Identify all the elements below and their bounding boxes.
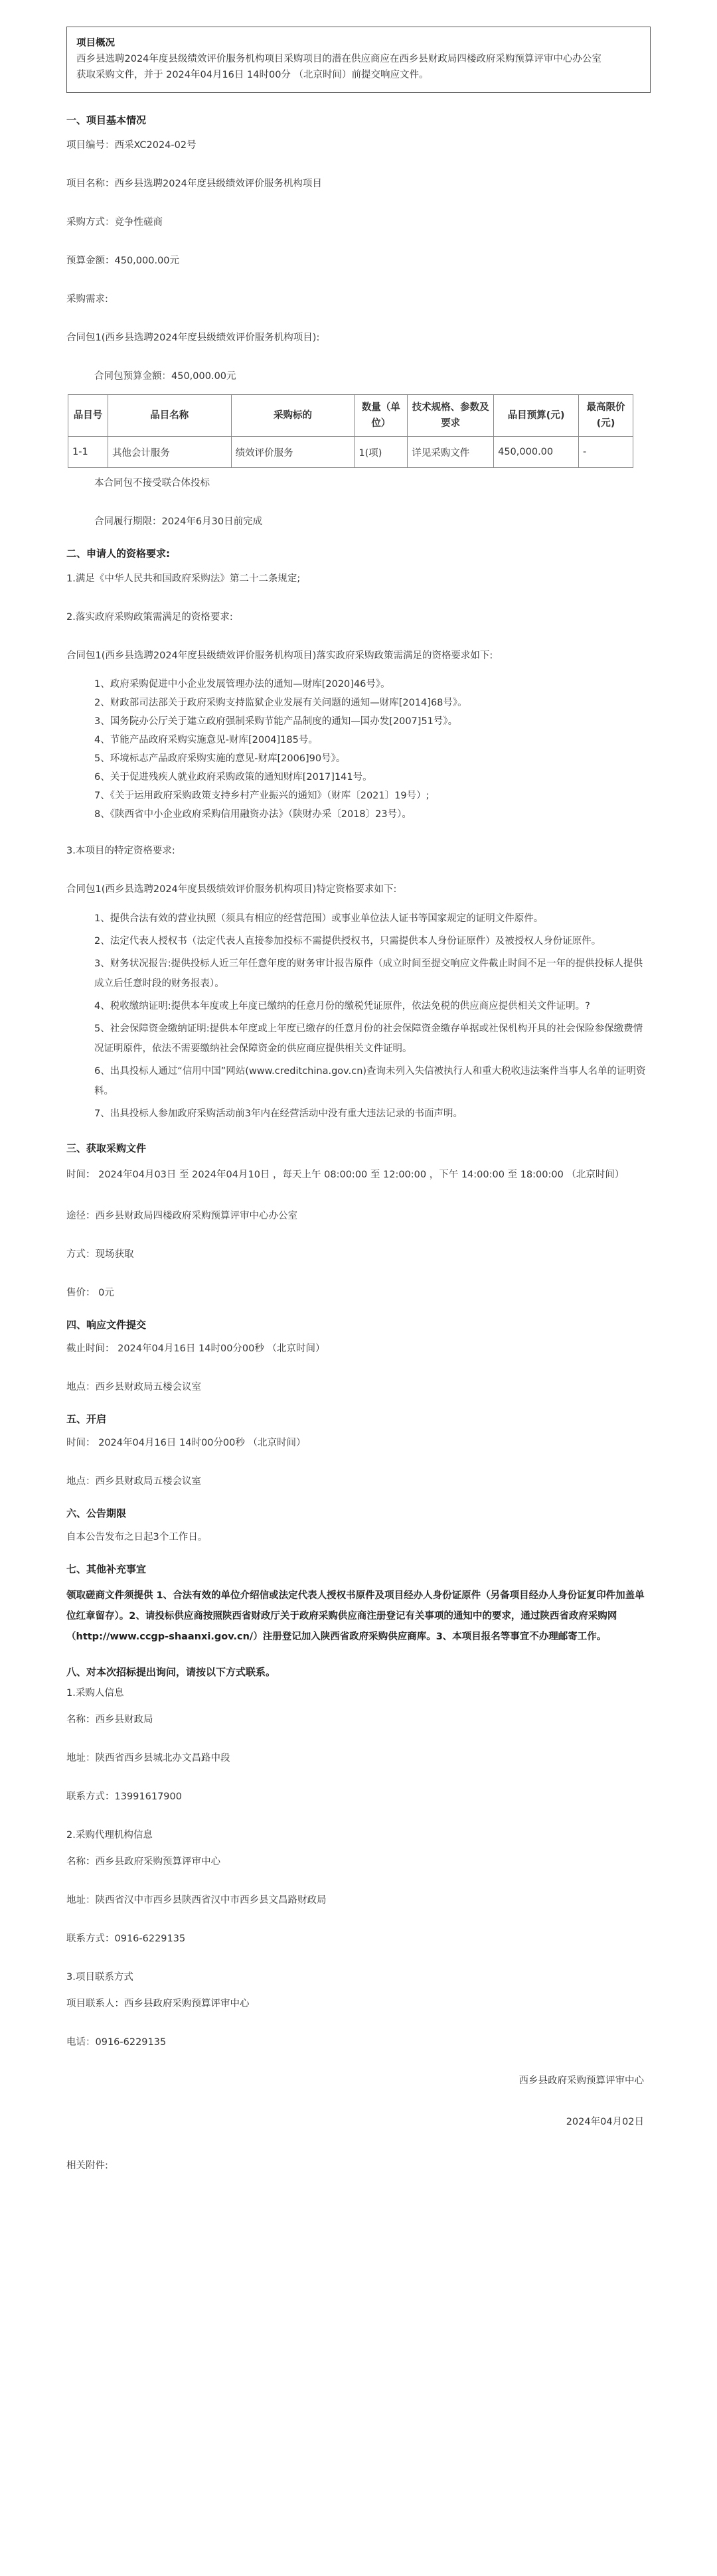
col-spec: 技术规格、参数及要求 xyxy=(408,395,494,437)
contract-period: 合同履行期限：2024年6月30日前完成 xyxy=(94,516,263,527)
issuer-org: 西乡县政府采购预算评审中心 xyxy=(518,2076,644,2086)
section-6-title: 六、公告期限 xyxy=(66,1507,127,1519)
section-2-title: 二、申请人的资格要求: xyxy=(66,548,170,560)
col-item-budget: 品目预算(元) xyxy=(494,395,579,437)
policy-list xyxy=(66,675,651,824)
overview-line2: 获取采购文件，并于 2024年04月16日 14时00分 （北京时间）前提交响应文件。 xyxy=(76,70,429,80)
cell-spec: 详见采购文件 xyxy=(408,437,494,468)
cell-item-no: 1-1 xyxy=(68,437,108,468)
list-item: 7、《关于运用政府采购政策支持乡村产业振兴的通知》（财库〔2021〕19号）; xyxy=(94,791,430,801)
procurement-method: 采购方式：竞争性磋商 xyxy=(66,217,163,228)
list-item: 2、财政部司法部关于政府采购支持监狱企业发展有关问题的通知—财库[2014]68号》。 xyxy=(94,698,467,708)
submit-place: 地点：西乡县财政局五楼会议室 xyxy=(66,1382,201,1393)
buyer-heading: 1.采购人信息 xyxy=(66,1688,124,1699)
project-overview-box xyxy=(66,27,651,93)
section-1-title: 一、项目基本情况 xyxy=(66,114,147,126)
announcement-page xyxy=(66,0,651,2173)
attachments-label: 相关附件: xyxy=(66,2160,108,2171)
table-row xyxy=(68,437,633,468)
document-price: 售价： 0元 xyxy=(66,1288,114,1298)
contact-phone: 电话：0916-6229135 xyxy=(66,2037,167,2048)
list-item: 4、节能产品政府采购实施意见-财库[2004]185号。 xyxy=(94,735,318,745)
buyer-phone: 联系方式：13991617900 xyxy=(66,1791,182,1802)
contact-heading: 3.项目联系方式 xyxy=(66,1972,133,1983)
acquire-place: 途径：西乡县财政局四楼政府采购预算评审中心办公室 xyxy=(66,1211,297,1221)
submit-deadline: 截止时间： 2024年04月16日 14时00分00秒 （北京时间） xyxy=(66,1343,325,1354)
issue-date: 2024年04月02日 xyxy=(566,2117,644,2127)
contract-package: 合同包1(西乡县选聘2024年度县级绩效评价服务机构项目): xyxy=(66,333,320,343)
section-7-title: 七、其他补充事宜 xyxy=(66,1563,147,1575)
overview-line1: 西乡县选聘2024年度县级绩效评价服务机构项目采购项目的潜在供应商应在西乡县财政局四楼政府采购预算评审中心办公室 xyxy=(76,54,601,64)
buyer-address: 地址：陕西省西乡县城北办文昌路中段 xyxy=(66,1753,230,1764)
list-item: 1、政府采购促进中小企业发展管理办法的通知—财库[2020]46号》。 xyxy=(94,679,390,690)
supplementary-notes: 领取磋商文件须提供 1、合法有效的单位介绍信或法定代表人授权书原件及项目经办人身份证原件（另备项目经办人身份证复印件加盖单位红章留存）。2、请投标供应商按照陕西省财政厅关于政府采购供应商注册登记有关事项的通知中的要求，通过陕西省政府采购网（http://www.ccgp-shaanxi.gov.cn/）注册登记加入陕西省政府采购供应商库。3、本项目报名等事宜不办理邮寄工作。 xyxy=(66,1590,645,1642)
contact-person: 项目联系人：西乡县政府采购预算评审中心 xyxy=(66,1999,250,2009)
package-budget: 合同包预算金额：450,000.00元 xyxy=(94,371,236,382)
list-item: 5、社会保障资金缴纳证明:提供本年度或上年度已缴存的任意月份的社会保障资金缴存单据或社保机构开具的社会保险参保缴费情况证明原件，依法不需要缴纳社会保障资金的供应商应提供相关文件证明。 xyxy=(94,1023,643,1054)
acquire-time: 时间： 2024年04月03日 至 2024年04月10日 ，每天上午 08:00:00 至 12:00:00 ，下午 14:00:00 至 18:00:00 （北京时间） xyxy=(66,1170,625,1180)
list-item: 3、财务状况报告:提供投标人近三年任意年度的财务审计报告原件（成立时间至提交响应文件截止时间不足一年的提供投标人提供成立后任意时段的财务报表）。 xyxy=(94,958,643,989)
acquire-way: 方式：现场获取 xyxy=(66,1249,134,1260)
agent-heading: 2.采购代理机构信息 xyxy=(66,1830,153,1841)
cell-subject: 绩效评价服务 xyxy=(231,437,355,468)
col-max-price: 最高限价(元) xyxy=(579,395,633,437)
opening-place: 地点：西乡县财政局五楼会议室 xyxy=(66,1476,201,1487)
col-item-no: 品目号 xyxy=(68,395,108,437)
project-name: 项目名称：西乡县选聘2024年度县级绩效评价服务机构项目 xyxy=(66,179,322,189)
section-5-title: 五、开启 xyxy=(66,1413,107,1425)
agent-name: 名称：西乡县政府采购预算评审中心 xyxy=(66,1856,220,1867)
cell-item-budget: 450,000.00 xyxy=(494,437,579,468)
specific-requirement-list xyxy=(66,909,651,1124)
buyer-name: 名称：西乡县财政局 xyxy=(66,1714,153,1725)
col-quantity: 数量（单位） xyxy=(355,395,408,437)
list-item: 6、出具投标人通过“信用中国”网站(www.creditchina.gov.cn)查询未列入失信被执行人和重大税收违法案件当事人名单的证明资料。 xyxy=(94,1066,646,1097)
items-table xyxy=(68,394,633,468)
agent-address: 地址：陕西省汉中市西乡县陕西省汉中市西乡县文昌路财政局 xyxy=(66,1895,327,1906)
list-item: 2、法定代表人授权书（法定代表人直接参加投标不需提供授权书，只需提供本人身份证原件）及被授权人身份证原件。 xyxy=(94,936,601,947)
opening-time: 时间： 2024年04月16日 14时00分00秒 （北京时间） xyxy=(66,1438,306,1448)
cell-quantity: 1(项) xyxy=(355,437,408,468)
qualification-2: 2.落实政府采购政策需满足的资格要求: xyxy=(66,612,233,623)
list-item: 5、环境标志产品政府采购实施的意见-财库[2006]90号》。 xyxy=(94,753,346,764)
budget-amount: 预算金额：450,000.00元 xyxy=(66,256,180,266)
table-header-row xyxy=(68,395,633,437)
qualification-3: 3.本项目的特定资格要求: xyxy=(66,846,175,856)
cell-max-price: - xyxy=(579,437,633,468)
list-item: 1、提供合法有效的营业执照（须具有相应的经营范围）或事业单位法人证书等国家规定的证明文件原件。 xyxy=(94,913,544,924)
list-item: 7、出具投标人参加政府采购活动前3年内在经营活动中没有重大违法记录的书面声明。 xyxy=(94,1108,463,1119)
list-item: 6、关于促进残疾人就业政府采购政策的通知财库[2017]141号。 xyxy=(94,772,372,783)
list-item: 8、《陕西省中小企业政府采购信用融资办法》（陕财办采〔2018〕23号）。 xyxy=(94,809,412,820)
no-consortium-note: 本合同包不接受联合体投标 xyxy=(94,478,210,489)
col-item-name: 品目名称 xyxy=(108,395,231,437)
qualification-1: 1.满足《中华人民共和国政府采购法》第二十二条规定; xyxy=(66,573,301,584)
agent-phone: 联系方式：0916-6229135 xyxy=(66,1933,186,1944)
section-3-title: 三、获取采购文件 xyxy=(66,1142,147,1154)
section-4-title: 四、响应文件提交 xyxy=(66,1319,147,1331)
list-item: 4、税收缴纳证明:提供本年度或上年度已缴纳的任意月份的缴税凭证原件，依法免税的供应商应提供相关文件证明。? xyxy=(94,1001,590,1012)
project-number: 项目编号：西采XC2024-02号 xyxy=(66,140,197,151)
procurement-demand: 采购需求: xyxy=(66,294,108,305)
col-subject: 采购标的 xyxy=(231,395,355,437)
list-item: 3、国务院办公厅关于建立政府强制采购节能产品制度的通知—国办发[2007]51号》。 xyxy=(94,716,458,727)
qualification-2-package: 合同包1(西乡县选聘2024年度县级绩效评价服务机构项目)落实政府采购政策需满足的资格要求如下: xyxy=(66,650,493,661)
cell-item-name: 其他会计服务 xyxy=(108,437,231,468)
notice-period: 自本公告发布之日起3个工作日。 xyxy=(66,1532,208,1543)
overview-title: 项目概况 xyxy=(76,38,115,48)
qualification-3-package: 合同包1(西乡县选聘2024年度县级绩效评价服务机构项目)特定资格要求如下: xyxy=(66,884,397,895)
section-8-title: 八、对本次招标提出询问，请按以下方式联系。 xyxy=(66,1666,276,1678)
